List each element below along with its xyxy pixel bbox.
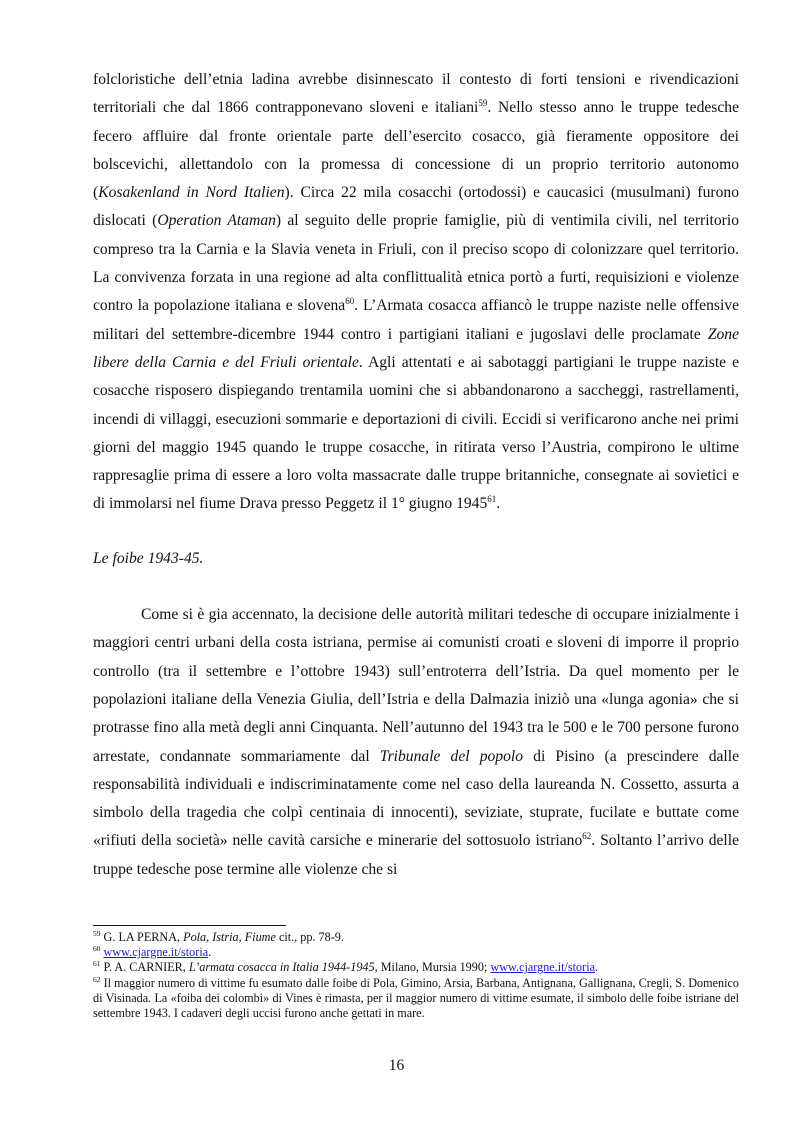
text-run: Il maggior numero di vittime fu esumato dalle foibe di Pola, Gimino, Arsia, Barbana, Antignana, Gallignana, Cregli, S. Domenico di Visinada. La «foiba dei colombi» di Vines è rimasta, per il maggior numero di vittime esumate, il simbolo delle foibe istriane del settembre 1943. I cadaveri degli uccisi furono anche gettati in mare. (93, 975, 739, 1021)
text-run: ) al seguito delle proprie famiglie, più di ventimila civili, nel territorio compreso tra la Carnia e la Slavia veneta in Friuli, con il preciso scopo di colonizzare quel territorio. La convivenza forzata in una regione ad alta conflittualità etnica portò a furti, requisizioni e violenze contro la popolazione italiana e slovena (93, 212, 739, 315)
text-run: G. LA PERNA, (100, 930, 184, 944)
text-run: . (496, 495, 501, 513)
footnote-number: 61 (93, 959, 101, 969)
footnote-59 (93, 930, 739, 945)
text-run: . Agli attentati e ai sabotaggi partigiani le truppe naziste e cosacche risposero dispiegando trentamila uomini che si abbandonarono a saccheggi, rastrellamenti, incendi di villaggi, esecuzioni sommarie e deportazioni di civili. Eccidi si verificarono anche nei primi giorni del maggio 1945 quando le truppe cosacche, in ritirata verso l’Austria, compirono le ultime rappresaglie prima di essere a loro volta massacrate dalle truppe britanniche, consegnate ai sovietici e di immolarsi nel fiume Drava presso Peggetz il 1° giugno 1945 (93, 353, 740, 513)
footnote-ref-59[interactable]: 59 (478, 98, 488, 109)
footnote-divider (93, 925, 286, 926)
footnote-60 (93, 945, 739, 960)
text-run: ). Circa 22 mila cosacchi (ortodossi) e caucasici (musulmani) furono dislocati ( (93, 184, 739, 230)
footnote-62 (93, 976, 739, 1022)
footnote-61 (93, 960, 739, 975)
text-run: . (208, 945, 212, 960)
paragraph-cossack-army (93, 66, 739, 519)
paragraph-foibe (93, 601, 739, 884)
text-run: . Soltanto l’arrivo delle truppe tedesche pose termine alle violenze che si (93, 832, 739, 878)
text-run: . Nello stesso anno le truppe tedesche fecero affluire dal fronte orientale parte dell’esercito cosacco, già fieramente oppositore dei bolscevichi, allettandolo con la promessa di concessione di un proprio territorio autonomo ( (93, 99, 739, 202)
text-run: . L’Armata cosacca affiancò le truppe naziste nelle offensive militari del settembre-dicembre 1944 contro i partigiani italiani e jugoslavi delle proclamate (93, 297, 739, 343)
link-cjargne[interactable]: www.cjargne.it/storia (490, 960, 595, 975)
italic-title: L’armata cosacca in Italia 1944-1945 (188, 960, 375, 975)
footnote-number: 59 (93, 928, 101, 938)
footnote-ref-61[interactable]: 61 (487, 494, 497, 505)
text-run: di Pisino (a prescindere dalle responsabilità individuali e indiscriminatamente come nel caso della laureanda N. Cossetto, assurta a simbolo della tragedia che colpì centinaia di innocenti), seviziate, stuprate, fucilate e buttate come «rifiuti della società» nelle cavità carsiche e minerarie del sottosuolo istriano (93, 747, 739, 850)
italic-term: Tribunale del popolo (379, 747, 524, 765)
footnotes-section (93, 925, 739, 1021)
link-cjargne[interactable]: www.cjargne.it/storia (103, 945, 209, 960)
footnote-ref-62[interactable]: 62 (582, 831, 592, 842)
italic-term: Operation Ataman (157, 212, 276, 230)
text-run: folcloristiche dell’etnia ladina avrebbe disinnescato il contesto di forti tensioni e rivendicazioni territoriali che dal 1866 contrapponevano sloveni e italiani (93, 71, 739, 117)
italic-title: Pola, Istria, Fiume (183, 930, 276, 944)
section-heading: Le foibe 1943-45. (93, 549, 204, 567)
text-run: . (595, 960, 599, 975)
footnote-number: 62 (93, 974, 101, 984)
text-run: P. A. CARNIER, (100, 960, 189, 975)
text-run: cit., pp. 78-9. (275, 930, 344, 944)
footnote-ref-60[interactable]: 60 (345, 296, 355, 307)
italic-term: Zone libere della Carnia e del Friuli orientale (93, 325, 739, 371)
page-body (93, 66, 739, 884)
italic-term: Kosakenland in Nord Italien (98, 184, 285, 202)
text-run: Come si è gia accennato, la decisione delle autorità militari tedesche di occupare inizialmente i maggiori centri urbani della costa istriana, permise ai comunisti croati e sloveni di imporre il proprio controllo (tra il settembre e l’ottobre 1943) sull’entroterra dell’Istria. Da quel momento per le popolazioni italiane della Venezia Giulia, dell’Istria e della Dalmazia iniziò una «lunga agonia» che si protrasse fino alla metà degli anni Cinquanta. Nell’autunno del 1943 tra le 500 e le 700 persone furono arrestate, condannate sommariamente dal (93, 606, 739, 765)
page-number: 16 (388, 1057, 405, 1074)
text-run: , Milano, Mursia 1990; (374, 960, 491, 975)
footnote-number: 60 (93, 944, 101, 954)
